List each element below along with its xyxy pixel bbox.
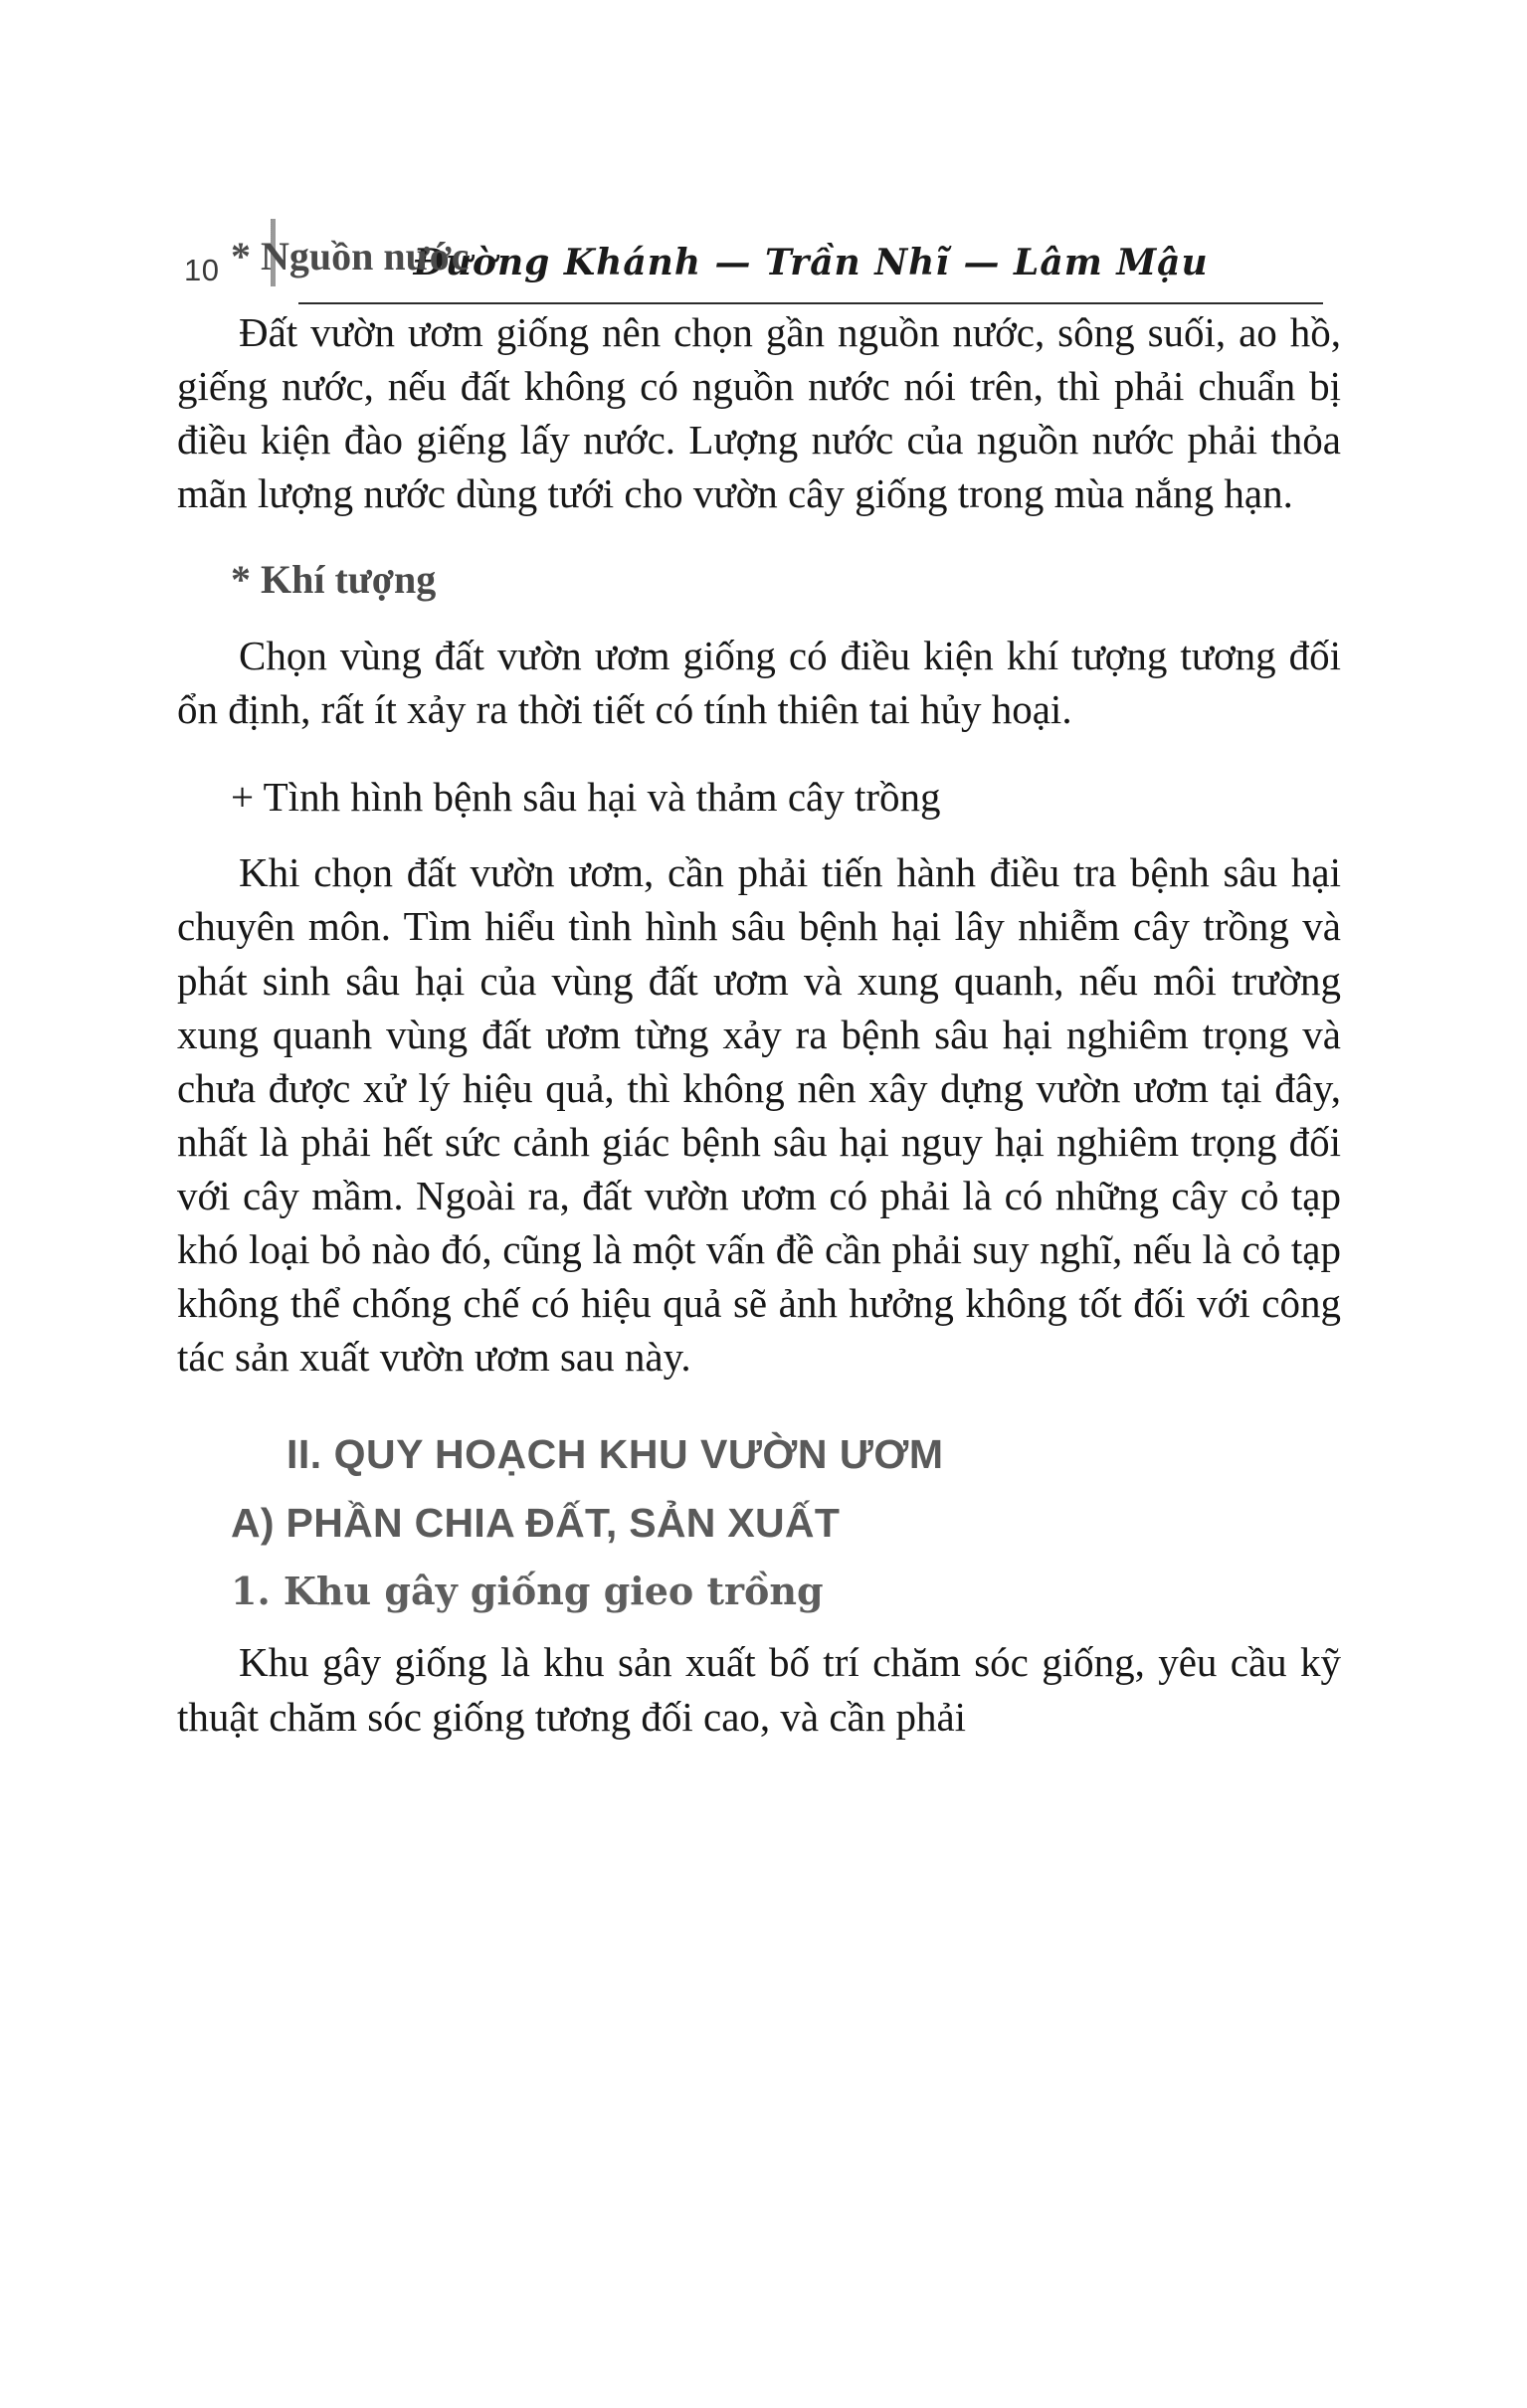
paragraph-water-source: Đất vườn ươm giống nên chọn gần nguồn nước, sông suối, ao hồ, giếng nước, nếu đất không có nguồn nước nói trên, thì phải chuẩn bị điều kiện đào giếng lấy nước. Lượng nước của nguồn nước phải thỏa mãn lượng nước dùng tưới cho vườn cây giống trong mùa nắng hạn. bbox=[177, 308, 1341, 517]
subsection-heading: A) PHẦN CHIA ĐẤT, SẢN XUẤT bbox=[231, 1500, 841, 1547]
bullet-meteorology: * Khí tượng bbox=[231, 557, 437, 603]
bullet-water-source: * Nguồn nước bbox=[231, 234, 470, 278]
subsubsection-heading: 1. Khu gây giống gieo trồng bbox=[231, 1569, 824, 1614]
paragraph-meteorology: Chọn vùng đất vườn ươm giống có điều kiện khí tượng tương đối ổn định, rất ít xảy ra thời tiết có tính thiên tai hủy hoại. bbox=[177, 633, 1341, 733]
section-heading: II. QUY HOẠCH KHU VƯỜN ƯƠM bbox=[286, 1431, 944, 1478]
page-content bbox=[177, 231, 1341, 1744]
paragraph-breeding-area: Khu gây giống là khu sản xuất bố trí chăm sóc giống, yêu cầu kỹ thuật chăm sóc giống tương đối cao, và cần phải bbox=[177, 1639, 1341, 1740]
header-title: Đường Khánh — Trần Nhĩ — Lâm Mậu bbox=[413, 242, 1209, 283]
page-number: 10 bbox=[184, 253, 220, 287]
plus-pest-situation: + Tình hình bệnh sâu hại và thảm cây trồng bbox=[231, 774, 941, 821]
paragraph-pest-situation: Khi chọn đất vườn ươm, cần phải tiến hành điều tra bệnh sâu hại chuyên môn. Tìm hiểu tình hình sâu bệnh hại lây nhiễm cây trồng và phát sinh sâu hại của vùng đất ươm và xung quanh, nếu môi trường xung quanh vùng đất ươm từng xảy ra bệnh sâu hại nghiêm trọng và chưa được xử lý hiệu quả, thì không nên xây dựng vườn ươm tại đây, nhất là phải hết sức cảnh giác bệnh sâu hại nguy hại nghiêm trọng đối với cây mầm. Ngoài ra, đất vườn ươm có phải là có những cây cỏ tạp khó loại bỏ nào đó, cũng là một vấn đề cần phải suy nghĩ, nếu là cỏ tạp không thể chống chế có hiệu quả sẽ ảnh hưởng không tốt đối với công tác sản xuất vườn ươm sau này. bbox=[177, 849, 1341, 1381]
